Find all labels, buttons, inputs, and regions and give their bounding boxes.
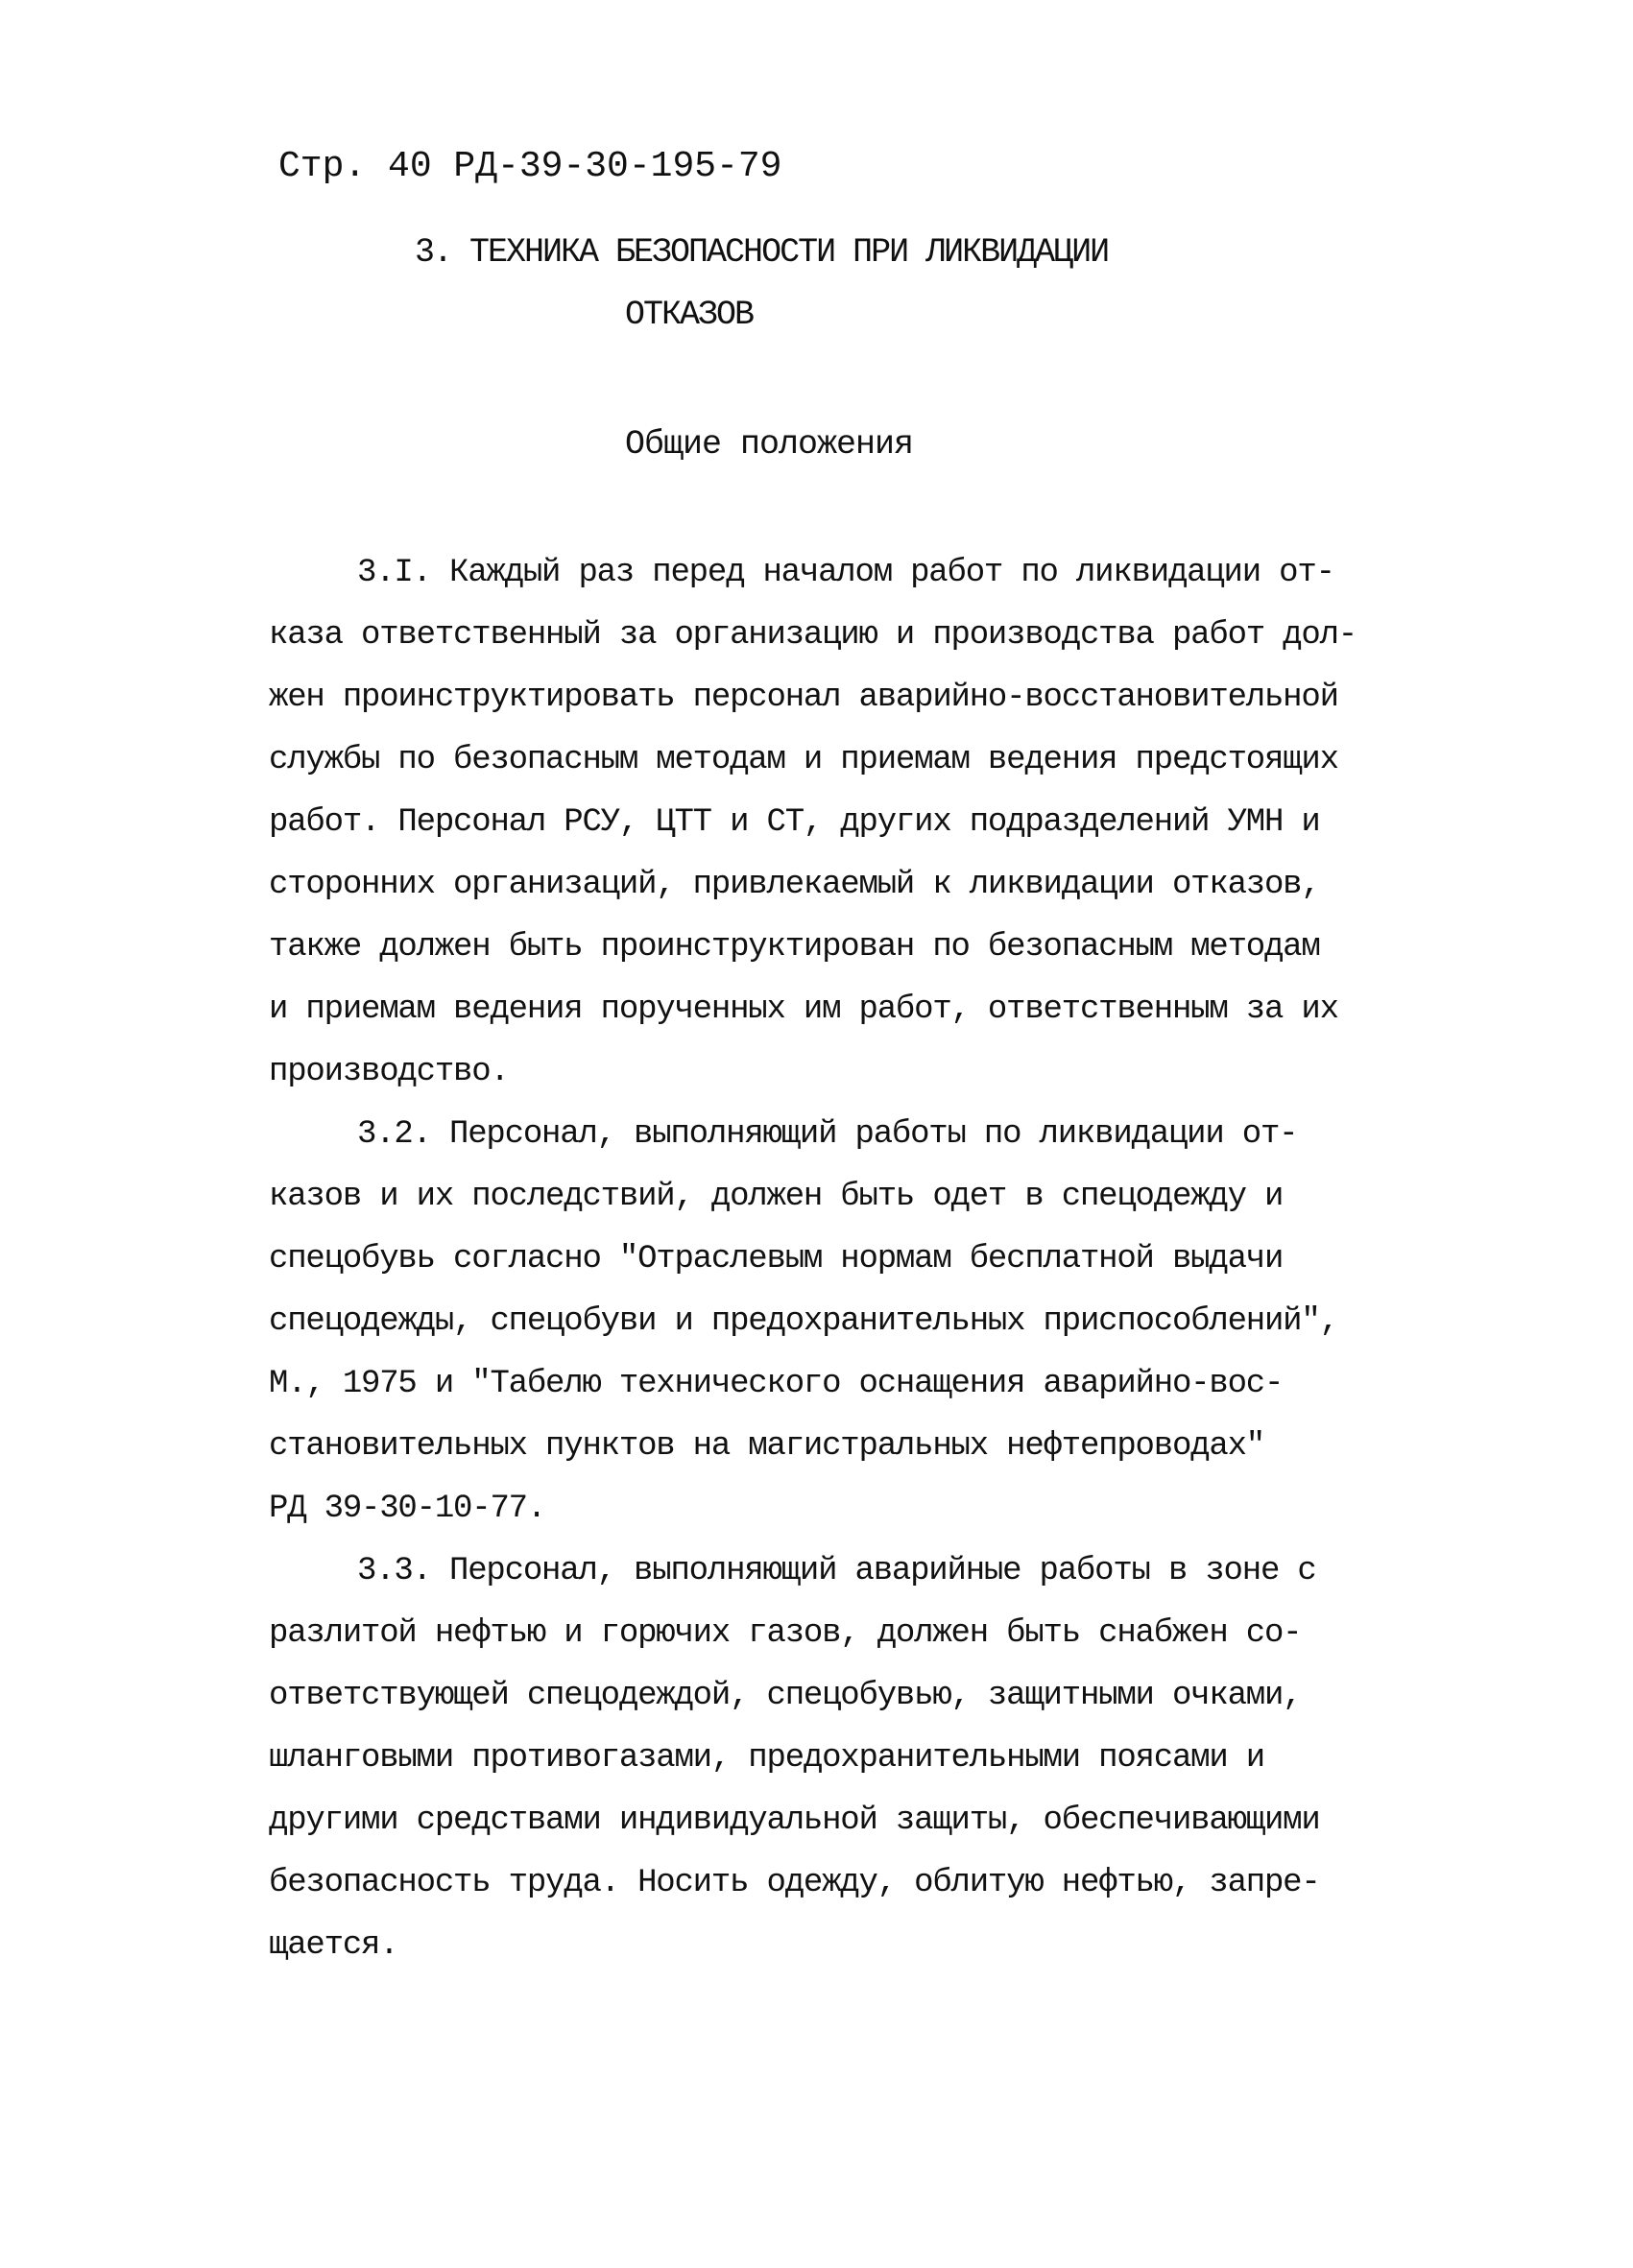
paragraph-3-1-line-6: сторонних организаций, привлекаемый к ликвидации отказов, [269, 867, 1320, 903]
paragraph-3-2-line-6: становительных пунктов на магистральных нефтепроводах" [269, 1428, 1264, 1465]
paragraph-3-1-line-5: работ. Персонал РСУ, ЦТТ и СТ, других подразделений УМН и [269, 804, 1320, 841]
paragraph-3-1-line-7: также должен быть проинструктирован по безопасным методам [269, 929, 1320, 966]
paragraph-3-3-line-1: 3.3. Персонал, выполняющий аварийные работы в зоне с [357, 1553, 1316, 1589]
page-header: Стр. 40 РД-39-30-195-79 [278, 146, 782, 187]
paragraph-3-2-line-5: М., 1975 и "Табелю технического оснащения аварийно-вос- [269, 1366, 1284, 1402]
paragraph-3-3-line-2: разлитой нефтью и горючих газов, должен быть снабжен со- [269, 1615, 1302, 1652]
section-title-line-2: ОТКАЗОВ [625, 296, 754, 334]
paragraph-3-1-line-8: и приемам ведения порученных им работ, ответственным за их [269, 991, 1338, 1028]
paragraph-3-3-line-4: шланговыми противогазами, предохранительными поясами и [269, 1740, 1264, 1777]
paragraph-3-1-line-2: каза ответственный за организацию и производства работ дол- [269, 617, 1357, 654]
paragraph-3-3-line-5: другими средствами индивидуальной защиты, обеспечивающими [269, 1802, 1320, 1839]
paragraph-3-2-line-4: спецодежды, спецобуви и предохранительных приспособлений", [269, 1303, 1338, 1340]
paragraph-3-2-line-2: казов и их последствий, должен быть одет в спецодежду и [269, 1179, 1284, 1215]
paragraph-3-1-line-3: жен проинструктировать персонал аварийно-восстановительной [269, 680, 1338, 716]
paragraph-3-2-line-3: спецобувь согласно "Отраслевым нормам бесплатной выдачи [269, 1241, 1284, 1277]
paragraph-3-1-line-4: службы по безопасным методам и приемам ведения предстоящих [269, 742, 1338, 778]
paragraph-3-3-line-3: ответствующей спецодеждой, спецобувью, защитными очками, [269, 1678, 1302, 1714]
paragraph-3-3-line-6: безопасность труда. Носить одежду, облитую нефтью, запре- [269, 1865, 1320, 1901]
paragraph-3-3-line-7: щается. [269, 1927, 398, 1964]
paragraph-3-2-line-7: РД 39-30-10-77. [269, 1491, 546, 1527]
section-subtitle: Общие положения [625, 425, 914, 464]
paragraph-3-1-line-9: производство. [269, 1054, 509, 1090]
section-title-line-1: 3. ТЕХНИКА БЕЗОПАСНОСТИ ПРИ ЛИКВИДАЦИИ [415, 233, 1109, 272]
paragraph-3-2-line-1: 3.2. Персонал, выполняющий работы по ликвидации от- [357, 1116, 1298, 1153]
paragraph-3-1-line-1: 3.I. Каждый раз перед началом работ по ликвидации от- [357, 555, 1334, 591]
